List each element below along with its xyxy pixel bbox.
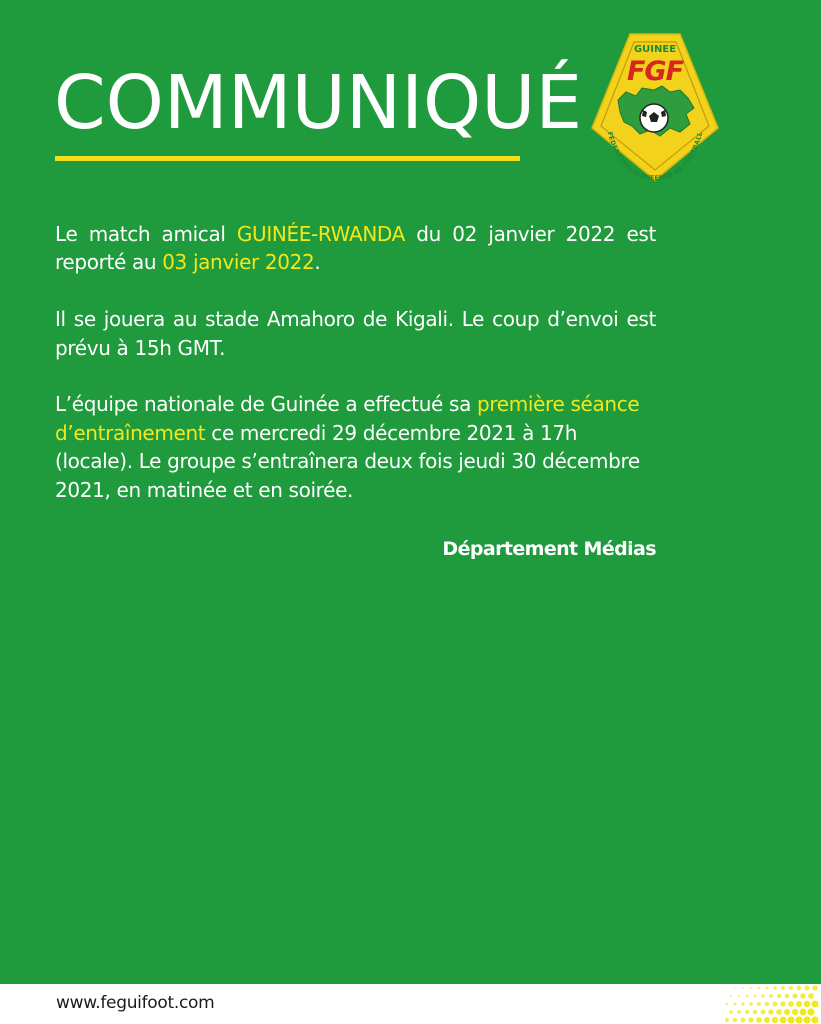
dot	[729, 1010, 732, 1013]
footer-bar	[0, 984, 821, 1024]
dot	[741, 1002, 744, 1005]
communique-body	[55, 220, 656, 532]
dot	[730, 995, 732, 997]
dot	[753, 994, 756, 997]
dot	[803, 1016, 810, 1023]
fgf-crest-icon	[590, 30, 720, 182]
dot	[746, 995, 749, 998]
dot	[761, 1010, 766, 1015]
dot	[742, 987, 744, 989]
paragraph-1: Le match amical GUINÉE-RWANDA du 02 janvier 2022 est reporté au 03 janvier 2022.	[55, 222, 656, 275]
dot	[781, 986, 785, 990]
dot	[753, 1010, 758, 1015]
dot	[737, 1010, 741, 1014]
dot	[741, 1018, 746, 1023]
dot	[785, 994, 790, 999]
signature: Département Médias	[442, 538, 656, 560]
dot	[749, 1002, 753, 1006]
dot	[807, 1008, 814, 1015]
dot	[769, 994, 773, 998]
dot	[726, 987, 727, 988]
dot	[789, 986, 793, 990]
website-link[interactable]: www.feguifoot.com	[56, 993, 215, 1013]
dot	[750, 987, 752, 989]
dot	[733, 1018, 738, 1023]
dot	[768, 1009, 773, 1014]
dot	[788, 1001, 794, 1007]
paragraph-2: Il se jouera au stade Amahoro de Kigali. Le coup d’envoi est prévu à 15h GMT.	[55, 307, 656, 360]
dot	[780, 1017, 787, 1024]
dot	[800, 1009, 807, 1016]
dot	[812, 985, 817, 990]
dot	[784, 1009, 790, 1015]
crest-initials: FGF	[626, 56, 684, 87]
crest-ring-text: FEDERATION GUINEENNE DE FOOTBALL	[605, 131, 705, 182]
dot	[800, 993, 805, 998]
dot	[792, 1009, 799, 1016]
dot	[765, 1002, 770, 1007]
dot	[793, 994, 798, 999]
dot	[772, 1017, 779, 1024]
dot	[764, 1017, 770, 1023]
dot	[796, 1001, 802, 1007]
dot	[804, 985, 809, 990]
highlight-new-date: 03 janvier 2022	[162, 250, 315, 275]
highlight-training: première séance d’entraînement	[55, 392, 640, 445]
dot-pattern-icon	[721, 984, 821, 1024]
dot	[795, 1016, 802, 1023]
paragraph-3: L’équipe nationale de Guinée a effectué sa première séance d’entraînement ce mercredi 29 décembre 2021 à 17h (locale). Le groupe s’entraînera deux fois jeudi 30 décembre 2021, en matinée et en soirée.	[55, 392, 640, 502]
dot	[726, 1003, 729, 1006]
crest-top-text: GUINEE	[633, 44, 677, 55]
highlight-match: GUINÉE-RWANDA	[236, 222, 405, 246]
dot	[776, 1009, 782, 1015]
dot	[757, 1002, 761, 1006]
dot	[758, 987, 761, 990]
dot	[777, 994, 781, 998]
dot	[734, 987, 736, 989]
dot	[748, 1017, 753, 1022]
dot	[745, 1010, 749, 1014]
dot	[787, 1016, 794, 1023]
dot	[804, 1001, 811, 1008]
dot	[761, 994, 764, 997]
dot	[812, 1001, 819, 1008]
dot	[797, 986, 802, 991]
dot	[765, 986, 768, 989]
dot	[756, 1017, 762, 1023]
title-underline	[55, 156, 520, 161]
dot	[733, 1002, 736, 1005]
dot	[780, 1001, 785, 1006]
dot	[738, 995, 740, 997]
dot	[808, 993, 814, 999]
page-title: COMMUNIQUÉ	[54, 60, 583, 146]
dot	[773, 1002, 778, 1007]
dot	[773, 986, 777, 990]
dot	[811, 1016, 818, 1023]
dot	[725, 1018, 729, 1022]
